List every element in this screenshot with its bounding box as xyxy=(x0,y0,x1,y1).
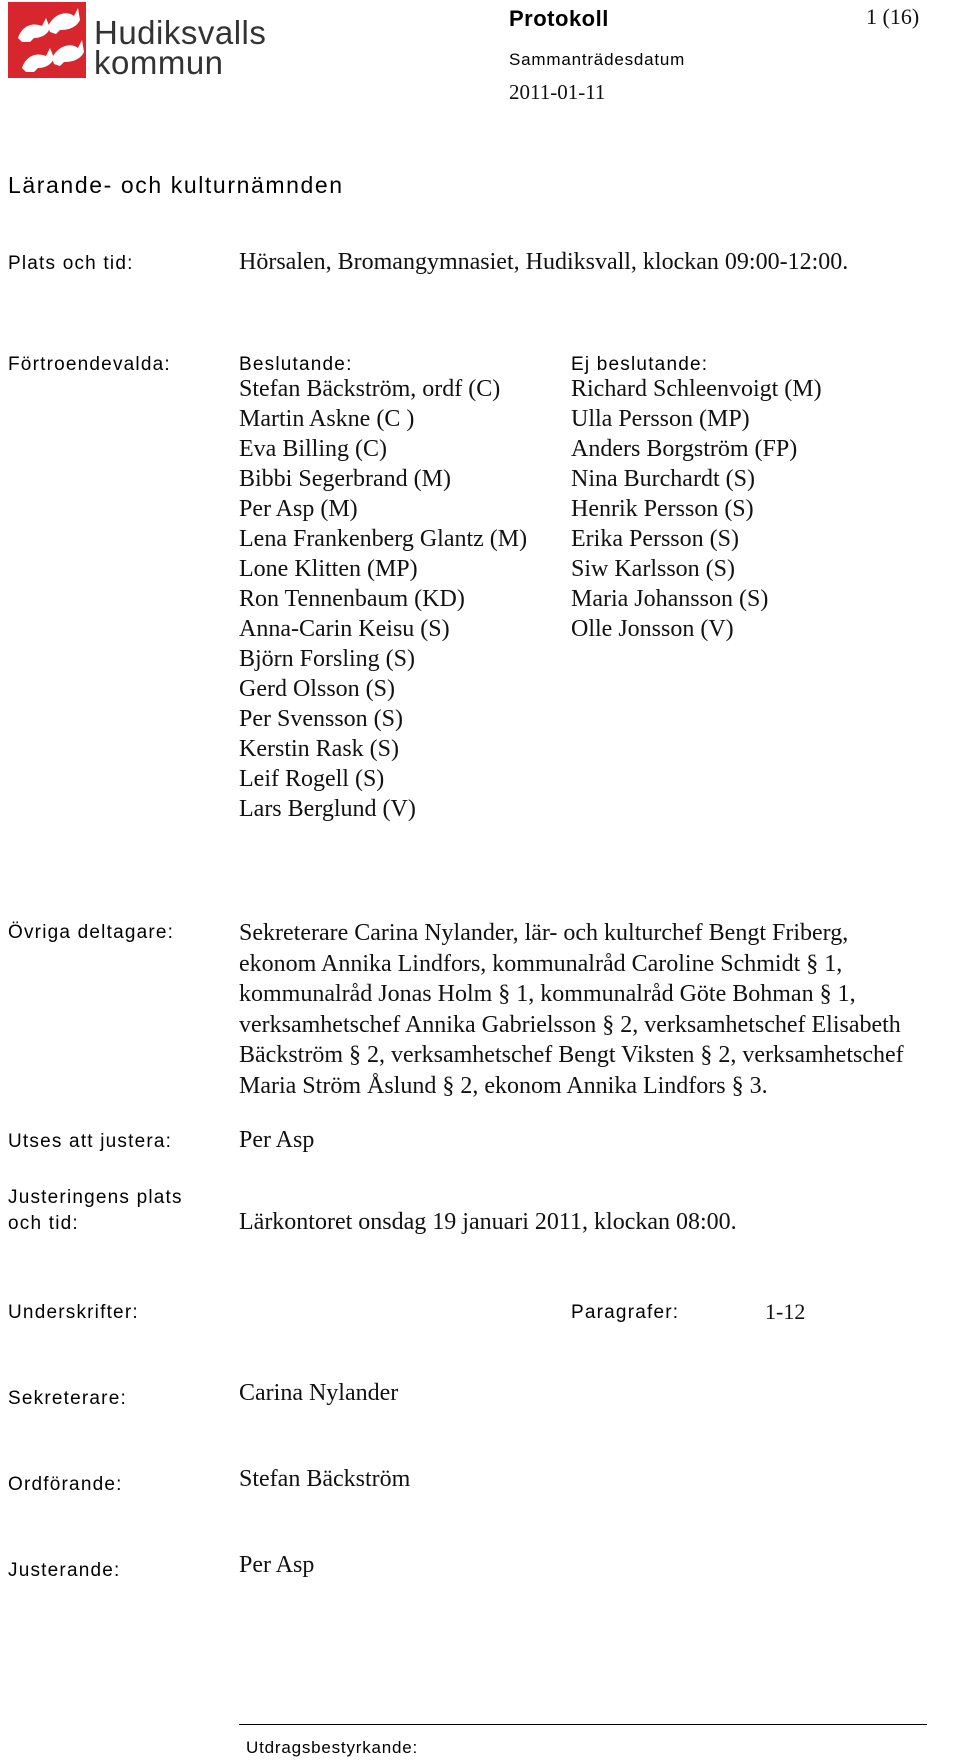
logo-line1: Hudiksvalls xyxy=(94,14,267,51)
list-item: Nina Burchardt (S) xyxy=(571,466,755,492)
text-line: Maria Ström Åslund § 2, ekonom Annika Lindfors § 3. xyxy=(239,1072,768,1099)
list-item: Eva Billing (C) xyxy=(239,436,387,462)
others-label: Övriga deltagare: xyxy=(8,922,175,943)
text-line: kommunalråd Jonas Holm § 1, kommunalråd Göte Bohman § 1, xyxy=(239,981,856,1007)
adjuster-value: Per Asp xyxy=(239,1127,315,1153)
adjust-place-label-line1: Justeringens plats xyxy=(8,1187,183,1208)
list-item: Per Asp (M) xyxy=(239,496,358,522)
list-item: Lone Klitten (MP) xyxy=(239,556,418,582)
list-item: Maria Johansson (S) xyxy=(571,586,769,612)
adjust-place-label-line2: och tid: xyxy=(8,1213,79,1234)
deciding-list xyxy=(239,374,527,824)
list-item: Siw Karlsson (S) xyxy=(571,556,736,582)
secretary-label: Sekreterare: xyxy=(8,1388,127,1409)
others-text xyxy=(239,918,904,1101)
text-line: verksamhetschef Annika Gabrielsson § 2, verksamhetschef Elisabeth xyxy=(239,1011,901,1038)
signing-adjuster-label: Justerande: xyxy=(8,1560,121,1581)
adjust-place-value: Lärkontoret onsdag 19 januari 2011, klockan 08:00. xyxy=(239,1209,737,1235)
committee-title: Lärande- och kulturnämnden xyxy=(8,172,344,198)
list-item: Björn Forsling (S) xyxy=(239,646,416,672)
chair-label: Ordförande: xyxy=(8,1474,123,1495)
paragraphs-label: Paragrafer: xyxy=(571,1302,680,1323)
signing-adjuster-name: Per Asp xyxy=(239,1552,315,1578)
deciding-heading: Beslutande: xyxy=(239,354,353,375)
meeting-date-value: 2011-01-11 xyxy=(509,80,606,104)
list-item: Richard Schleenvoigt (M) xyxy=(571,376,822,402)
goat-emblem-icon xyxy=(8,2,86,78)
list-item: Ulla Persson (MP) xyxy=(571,406,750,432)
list-item: Gerd Olsson (S) xyxy=(239,676,395,702)
footer-rule xyxy=(239,1724,927,1725)
list-item: Lars Berglund (V) xyxy=(239,796,416,822)
list-item: Ron Tennenbaum (KD) xyxy=(239,586,465,612)
text-line: Sekreterare Carina Nylander, lär- och kulturchef Bengt Friberg, xyxy=(239,920,849,946)
list-item: Erika Persson (S) xyxy=(571,526,739,552)
elected-label: Förtroendevalda: xyxy=(8,354,171,375)
extract-certification-label: Utdragsbestyrkande: xyxy=(246,1738,419,1757)
non-deciding-heading: Ej beslutande: xyxy=(571,354,709,375)
list-item: Bibbi Segerbrand (M) xyxy=(239,466,451,492)
text-line: Bäckström § 2, verksamhetschef Bengt Viksten § 2, verksamhetschef xyxy=(239,1042,904,1068)
list-item: Martin Askne (C ) xyxy=(239,406,415,432)
list-item: Lena Frankenberg Glantz (M) xyxy=(239,526,528,552)
list-item: Anders Borgström (FP) xyxy=(571,436,798,462)
non-deciding-list xyxy=(571,374,822,644)
list-item: Kerstin Rask (S) xyxy=(239,736,399,762)
list-item: Per Svensson (S) xyxy=(239,706,404,732)
place-value: Hörsalen, Bromangymnasiet, Hudiksvall, klockan 09:00-12:00. xyxy=(239,249,849,275)
place-label: Plats och tid: xyxy=(8,253,134,274)
list-item: Anna-Carin Keisu (S) xyxy=(239,616,450,642)
logo-line2: kommun xyxy=(94,44,224,81)
secretary-name: Carina Nylander xyxy=(239,1380,399,1406)
adjuster-label: Utses att justera: xyxy=(8,1131,173,1152)
list-item: Leif Rogell (S) xyxy=(239,766,385,792)
document-type: Protokoll xyxy=(509,6,609,31)
list-item: Henrik Persson (S) xyxy=(571,496,754,522)
chair-name: Stefan Bäckström xyxy=(239,1466,411,1492)
text-line: ekonom Annika Lindfors, kommunalråd Caroline Schmidt § 1, xyxy=(239,950,843,977)
page-number: 1 (16) xyxy=(866,4,920,29)
signatures-label: Underskrifter: xyxy=(8,1302,139,1323)
meeting-date-label: Sammanträdesdatum xyxy=(509,50,686,69)
list-item: Olle Jonsson (V) xyxy=(571,616,734,642)
list-item: Stefan Bäckström, ordf (C) xyxy=(239,376,501,402)
paragraphs-value: 1-12 xyxy=(765,1299,806,1324)
